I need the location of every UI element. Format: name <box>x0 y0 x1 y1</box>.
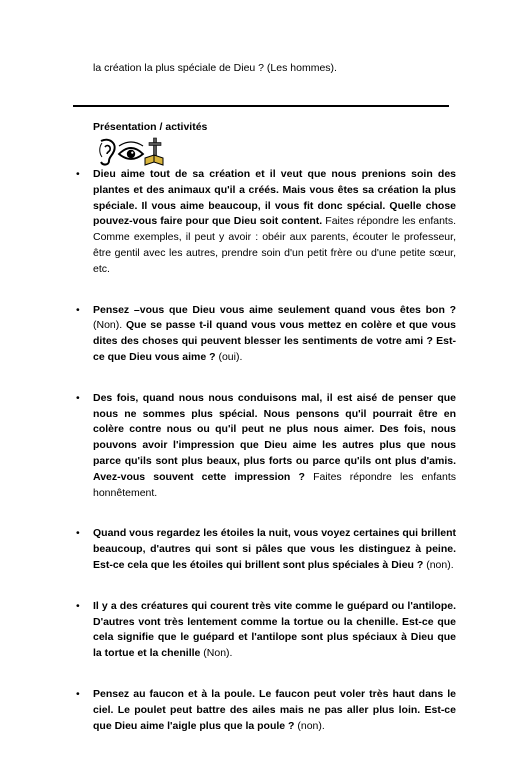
bullet-icon: • <box>76 303 80 316</box>
ear-icon <box>100 140 115 165</box>
bullet-icon: • <box>76 599 80 612</box>
eye-icon <box>119 142 143 159</box>
item-normal-text: (Non). <box>93 319 123 332</box>
item-normal-text: (non). <box>423 558 454 571</box>
item-bold-text: Pensez au faucon et à la poule. Le faucon peut voler très haut dans le ciel. Le poulet peut battre des ailes mais ne pas aller plus loin. Est-ce que Dieu aime l'aigle plus que la poule ? <box>93 687 456 732</box>
bullet-icon: • <box>76 687 80 700</box>
list-item <box>76 526 456 573</box>
activity-icons <box>95 137 165 167</box>
section-title: Présentation / activités <box>93 121 208 133</box>
item-bold-text: Des fois, quand nous nous conduisons mal, il est aisé de penser que nous ne sommes plus spécial. Nous pensons qu'il pourrait être en colère contre nous ou qu'il peut ne plus nous aimer. Des fois, nous pouvons avoir l'impression que Dieu aime les autres plus que nous parce qu'ils sont plus beaux, plus forts ou parce qu'ils ont plus d'amis. Avez-vous souvent cette impression ? <box>93 391 456 483</box>
bullet-icon: • <box>76 527 80 540</box>
list-item <box>76 167 456 278</box>
book-cross-icon <box>145 138 163 165</box>
item-normal-text: Faites répondre les enfants honnêtement. <box>93 470 456 499</box>
item-normal-text: (Non). <box>200 647 233 660</box>
list-item <box>76 303 456 366</box>
bullet-icon: • <box>76 391 80 404</box>
item-bold-text: Dieu aime tout de sa création et il veut que nous prenions soin des plantes et des animaux qu'il a créés. Mais vous êtes sa création la plus spéciale. Il vous aime beaucoup, il vous fit donc spécial. Quelle chose pouvez-vous faire pour que Dieu soit content. <box>93 168 456 228</box>
bullet-icon: • <box>76 168 80 180</box>
item-normal-text: (non). <box>294 719 325 732</box>
item-normal-text: (oui). <box>215 350 243 363</box>
list-item <box>76 687 456 734</box>
horizontal-divider <box>73 105 449 107</box>
list-item <box>76 391 456 502</box>
item-bold-text: Il y a des créatures qui courent très vite comme le guépard ou l'antilope. D'autres vont très lentement comme la tortue ou la chenille. Est-ce que cela signifie que le guépard et l'antilope sont plus spéciaux à Dieu que la tortue et la chenille <box>93 599 456 660</box>
item-bold-text: Pensez –vous que Dieu vous aime seulement quand vous êtes bon ? <box>93 303 456 316</box>
intro-line: la création la plus spéciale de Dieu ? (Les hommes). <box>93 62 337 74</box>
item-bold-text: Quand vous regardez les étoiles la nuit, vous voyez certaines qui brillent beaucoup, d'autres qui sont si pâles que vous les distinguez à peine. Est-ce cela que les étoiles qui brillent sont plus spéciales à Dieu ? <box>93 527 456 571</box>
item-normal-text: Faites répondre les enfants. Comme exemples, il peut y avoir : obéir aux parents, écouter le professeur, être gentil avec les autres, prendre soin d'un petit frère ou d'une petite sœur, etc. <box>93 215 457 275</box>
bullet-list <box>76 167 456 759</box>
list-item <box>76 599 456 662</box>
item-bold-text: Que se passe t-il quand vous vous mettez en colère et que vous dites des choses qui peuvent blesser les sentiments de votre ami ? Est-ce que Dieu vous aime ? <box>93 319 456 363</box>
